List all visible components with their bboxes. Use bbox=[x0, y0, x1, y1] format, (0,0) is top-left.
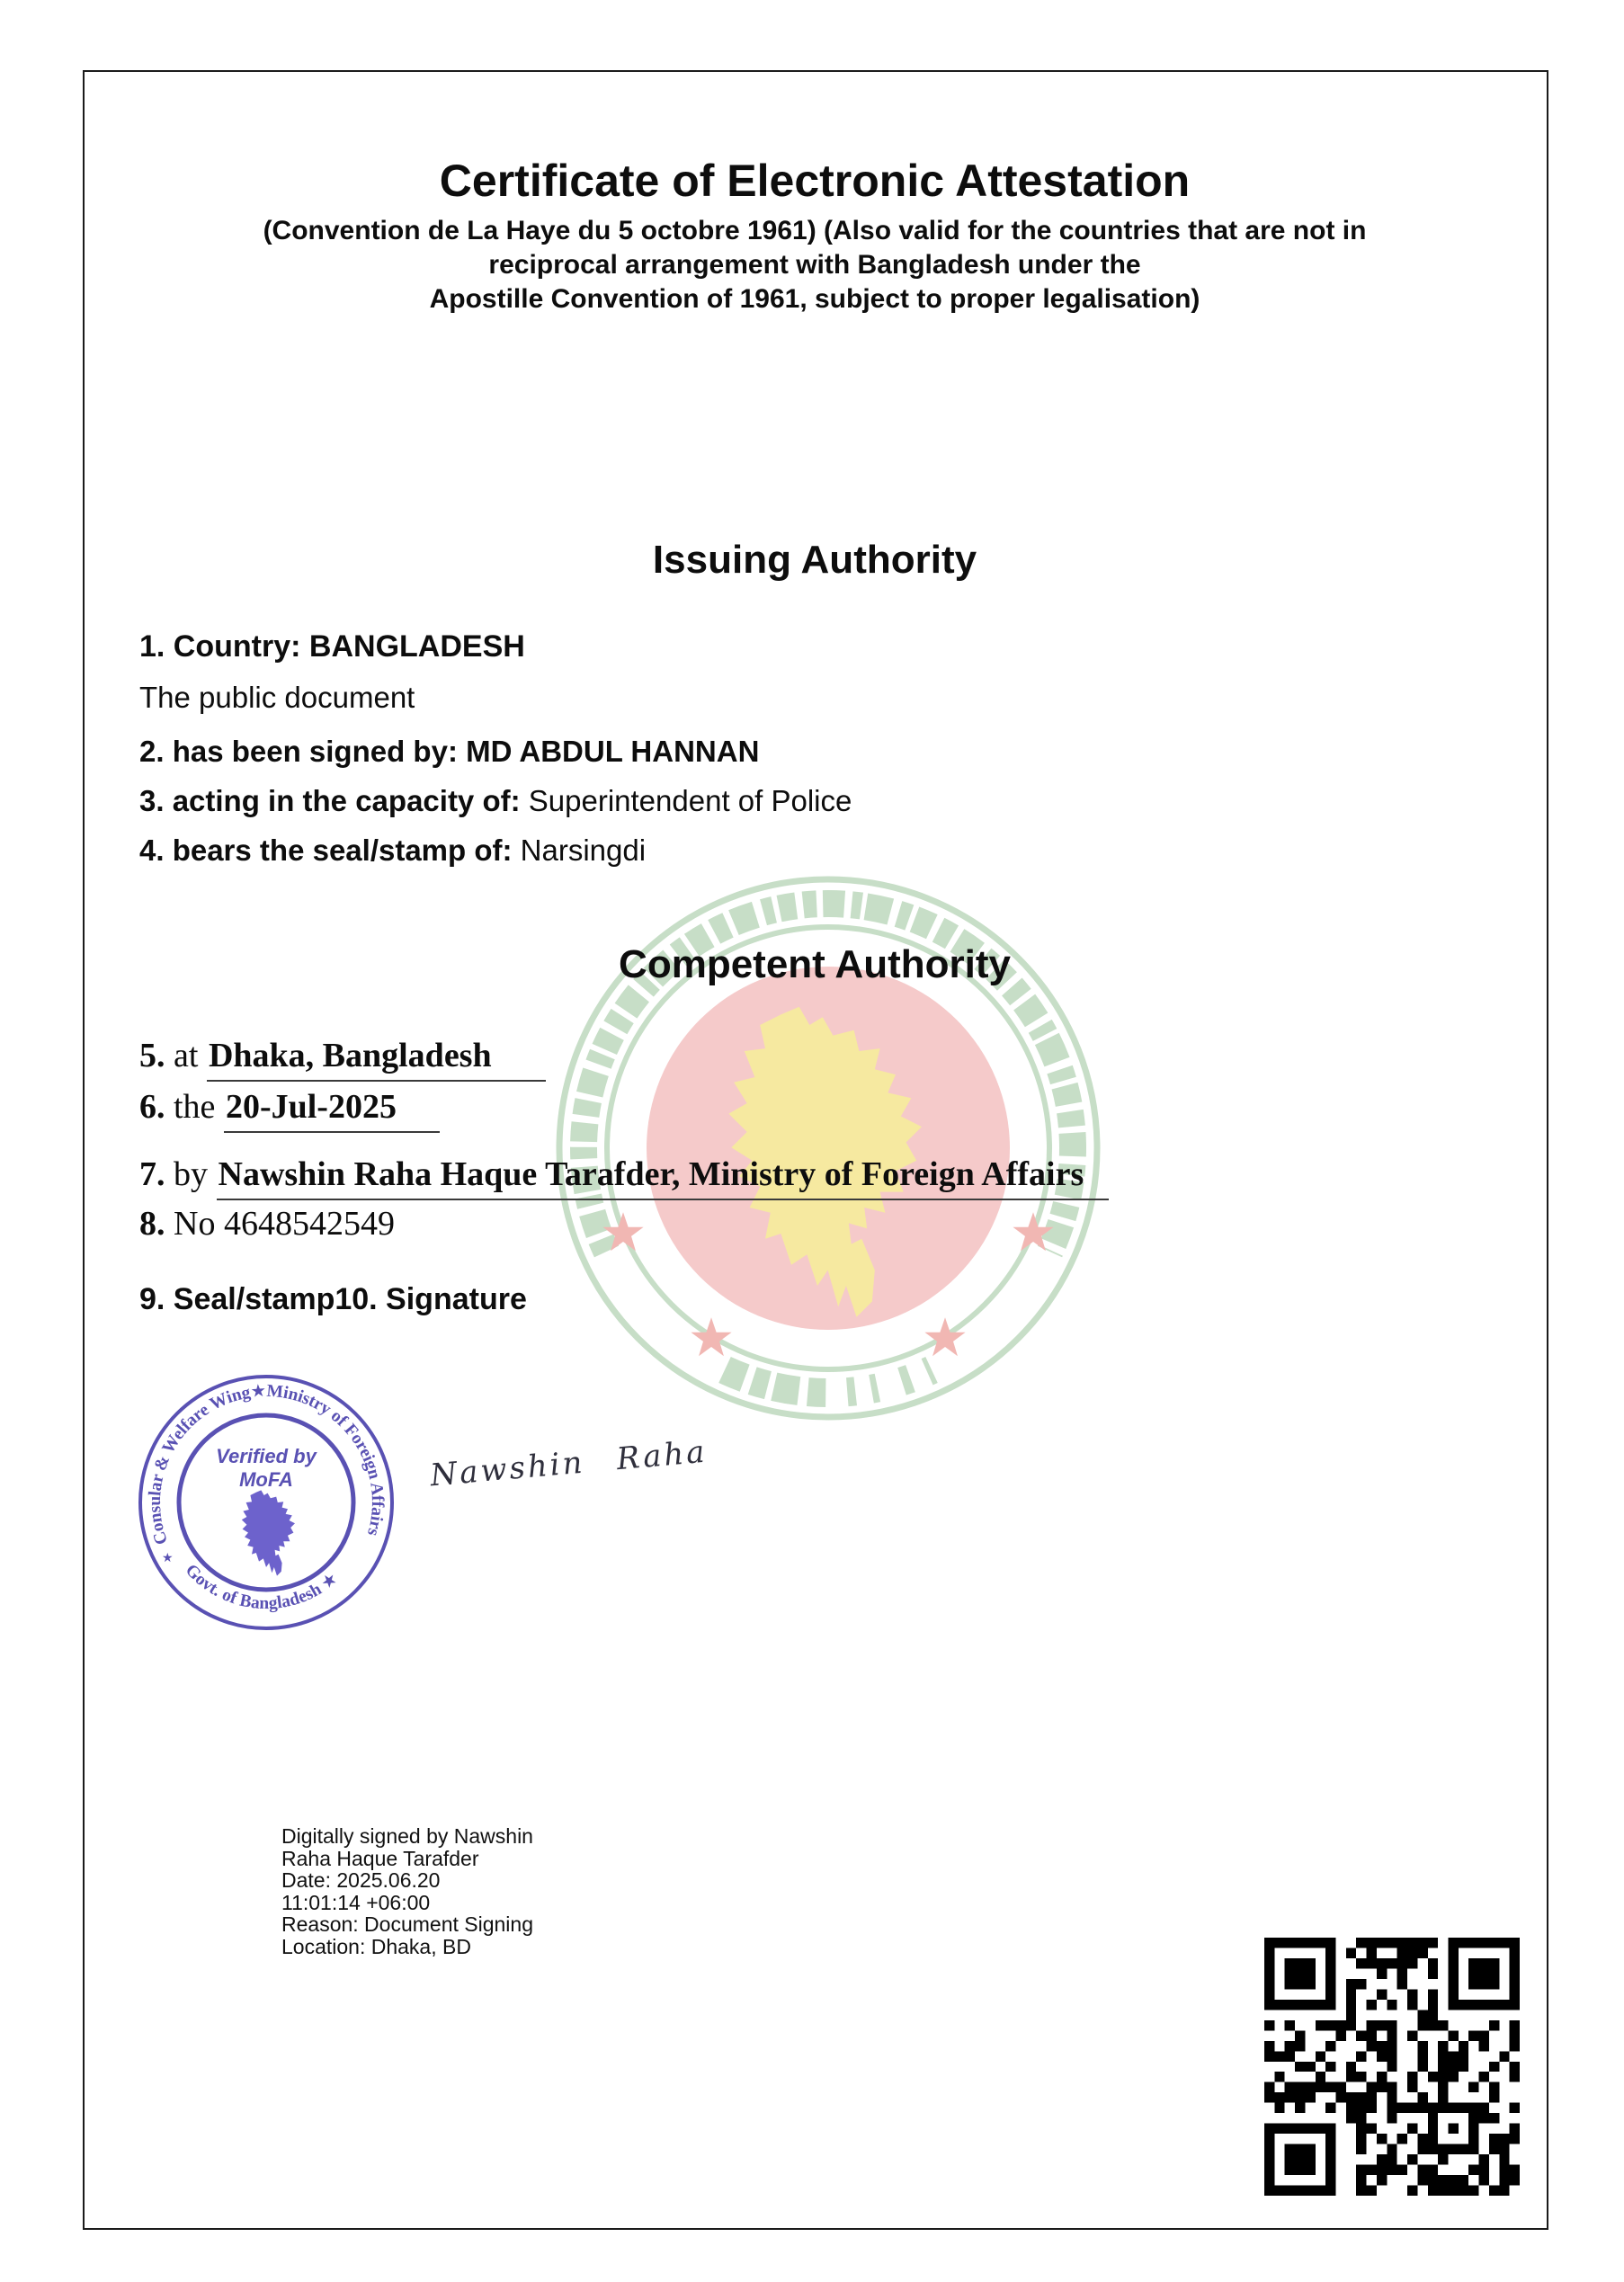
seal-of-item bbox=[139, 833, 646, 868]
subtitle-line-2: reciprocal arrangement with Bangladesh under the bbox=[488, 250, 1141, 280]
digital-signature-block bbox=[281, 1825, 533, 1957]
country-label: 1. Country: bbox=[139, 629, 301, 664]
at-value: Dhaka, Bangladesh bbox=[208, 1037, 492, 1074]
country-value: BANGLADESH bbox=[308, 629, 525, 664]
capacity-value: Superintendent of Police bbox=[528, 784, 852, 817]
seal-of-label: 4. bears the seal/stamp of: bbox=[139, 833, 513, 867]
stamp-arc-bottom-text: Govt. of Bangladesh ★ bbox=[181, 1560, 343, 1614]
stamp-arc-top-text: Consular & Welfare Wing★Ministry of Foreign Affairs bbox=[145, 1381, 388, 1547]
by-item bbox=[139, 1154, 1109, 1200]
date-value: 20-Jul-2025 bbox=[225, 1088, 397, 1126]
mofa-text: MoFA bbox=[239, 1468, 293, 1491]
at-item bbox=[139, 1036, 546, 1082]
signed-by-value: MD ABDUL HANNAN bbox=[466, 735, 760, 768]
by-number: 7. bbox=[139, 1155, 165, 1193]
stamp-side-star-icon: ★ bbox=[162, 1551, 174, 1565]
signed-by-item bbox=[139, 735, 759, 769]
no-value: No 4648542549 bbox=[174, 1205, 395, 1243]
qr-code bbox=[1264, 1938, 1520, 2196]
seal-signature-line bbox=[139, 1282, 527, 1317]
subtitle bbox=[83, 214, 1547, 316]
capacity-item bbox=[139, 784, 852, 818]
date-number: 6. bbox=[139, 1088, 165, 1126]
subtitle-line-3: Apostille Convention of 1961, subject to proper legalisation) bbox=[429, 284, 1200, 314]
signature-label: 10. Signature bbox=[335, 1282, 527, 1316]
public-document-text: The public document bbox=[139, 681, 415, 714]
issuing-authority-heading: Issuing Authority bbox=[652, 538, 977, 582]
mofa-stamp bbox=[131, 1368, 401, 1637]
competent-authority-heading: Competent Authority bbox=[619, 942, 1011, 986]
page-title: Certificate of Electronic Attestation bbox=[439, 156, 1191, 206]
digital-signature-line: Raha Haque Tarafder bbox=[281, 1846, 479, 1870]
country-item bbox=[139, 629, 525, 664]
signed-by-label: 2. has been signed by: bbox=[139, 735, 458, 768]
watermark-bengali-bottom-text bbox=[725, 1370, 932, 1394]
number-item bbox=[139, 1204, 395, 1244]
seal-stamp-label: 9. Seal/stamp bbox=[139, 1282, 335, 1316]
stamp-bangladesh-map-icon bbox=[242, 1490, 295, 1575]
date-item bbox=[139, 1087, 440, 1133]
by-preposition: by bbox=[174, 1155, 208, 1193]
digital-signature-line: Location: Dhaka, BD bbox=[281, 1934, 471, 1958]
by-value: Nawshin Raha Haque Tarafder, Ministry of Foreign Affairs bbox=[218, 1155, 1084, 1193]
verified-by-text: Verified by bbox=[216, 1445, 317, 1467]
svg-text:Govt. of Bangladesh ★ bbox=[182, 1561, 342, 1613]
capacity-label: 3. acting in the capacity of: bbox=[139, 784, 521, 817]
digital-signature-line: Date: 2025.06.20 bbox=[281, 1868, 441, 1892]
at-preposition: at bbox=[174, 1037, 199, 1074]
at-number: 5. bbox=[139, 1037, 165, 1074]
date-preposition: the bbox=[174, 1088, 216, 1126]
subtitle-line-1: (Convention de La Haye du 5 octobre 1961) (Also valid for the countries that are not in bbox=[263, 216, 1367, 245]
no-number: 8. bbox=[139, 1205, 165, 1243]
digital-signature-line: Digitally signed by Nawshin bbox=[281, 1824, 533, 1848]
digital-signature-line: Reason: Document Signing bbox=[281, 1912, 533, 1936]
digital-signature-line: 11:01:14 +06:00 bbox=[281, 1890, 431, 1914]
handwritten-signature: Nawshin Raha bbox=[428, 1433, 709, 1494]
watermark-star-right bbox=[1013, 1212, 1053, 1251]
seal-of-value: Narsingdi bbox=[520, 833, 647, 867]
